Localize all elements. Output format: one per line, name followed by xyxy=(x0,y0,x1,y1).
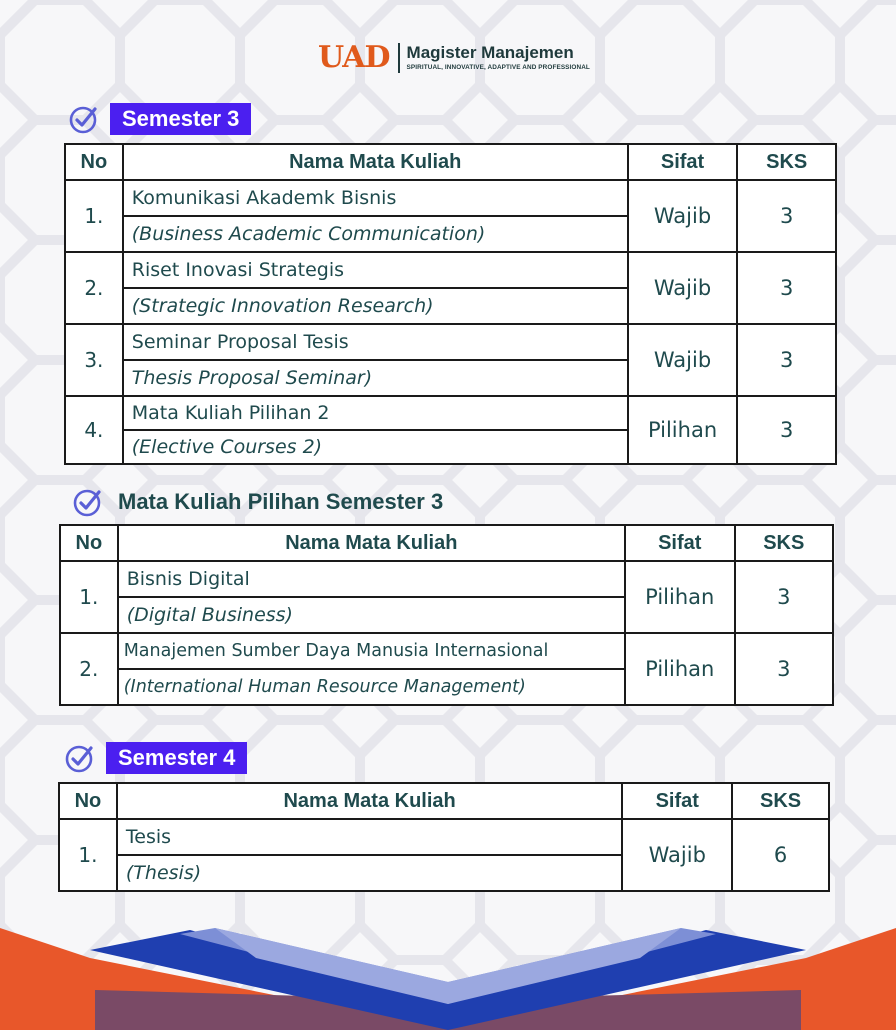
table-header-row xyxy=(59,783,829,819)
course-table-semester-4 xyxy=(58,782,830,892)
row-number: 2. xyxy=(65,252,123,324)
header-sifat: Sifat xyxy=(628,144,738,180)
header-sks: SKS xyxy=(732,783,829,819)
header-sifat: Sifat xyxy=(622,783,732,819)
section-heading-semester-3 xyxy=(68,102,251,136)
course-type: Pilihan xyxy=(628,396,738,464)
uad-logo: UAD xyxy=(318,40,390,75)
course-type: Wajib xyxy=(628,180,738,252)
table-row xyxy=(59,819,829,855)
header-name: Nama Mata Kuliah xyxy=(117,783,622,819)
course-name: Tesis xyxy=(117,819,622,855)
row-number: 1. xyxy=(60,561,118,633)
course-name-english: (Strategic Innovation Research) xyxy=(123,288,628,324)
header-sifat: Sifat xyxy=(625,525,735,561)
table-row xyxy=(60,633,833,669)
table-row xyxy=(65,252,836,288)
section-title: Mata Kuliah Pilihan Semester 3 xyxy=(118,489,444,514)
row-number: 3. xyxy=(65,324,123,396)
course-credits: 3 xyxy=(737,396,836,464)
course-credits: 3 xyxy=(737,324,836,396)
section-title-badge: Semester 4 xyxy=(106,742,247,774)
table-row xyxy=(65,396,836,430)
course-name: Bisnis Digital xyxy=(118,561,625,597)
table-row xyxy=(65,324,836,360)
course-name-english: Thesis Proposal Seminar) xyxy=(123,360,628,396)
course-type: Pilihan xyxy=(625,561,735,633)
course-name-english: (International Human Resource Management) xyxy=(118,669,625,705)
course-type: Pilihan xyxy=(625,633,735,705)
course-table-elective-semester-3 xyxy=(59,524,834,706)
course-name: Manajemen Sumber Daya Manusia Internasional xyxy=(118,633,625,669)
course-credits: 3 xyxy=(737,252,836,324)
course-type: Wajib xyxy=(622,819,732,891)
header-name: Nama Mata Kuliah xyxy=(123,144,628,180)
course-name-english: (Digital Business) xyxy=(118,597,625,633)
brand-tagline: SPIRITUAL, INNOVATIVE, ADAPTIVE AND PROFESSIONAL xyxy=(406,64,590,71)
header xyxy=(318,40,590,75)
course-name-english: (Thesis) xyxy=(117,855,622,891)
table-header-row xyxy=(65,144,836,180)
course-credits: 3 xyxy=(735,633,833,705)
course-name: Riset Inovasi Strategis xyxy=(123,252,628,288)
check-circle-icon xyxy=(72,485,106,519)
course-type: Wajib xyxy=(628,252,738,324)
course-name: Mata Kuliah Pilihan 2 xyxy=(123,396,628,430)
section-heading-semester-4 xyxy=(64,741,247,775)
table-header-row xyxy=(60,525,833,561)
row-number: 1. xyxy=(59,819,117,891)
course-table-semester-3 xyxy=(64,143,837,465)
course-name: Komunikasi Akademk Bisnis xyxy=(123,180,628,216)
course-type: Wajib xyxy=(628,324,738,396)
course-credits: 3 xyxy=(735,561,833,633)
row-number: 2. xyxy=(60,633,118,705)
decorative-footer-shapes xyxy=(0,900,896,1030)
table-row xyxy=(65,180,836,216)
header-no: No xyxy=(60,525,118,561)
header-no: No xyxy=(59,783,117,819)
header-name: Nama Mata Kuliah xyxy=(118,525,625,561)
brand-name: Magister Manajemen xyxy=(406,43,574,62)
course-name: Seminar Proposal Tesis xyxy=(123,324,628,360)
section-heading-elective-semester-3 xyxy=(72,485,443,519)
header-no: No xyxy=(65,144,123,180)
header-sks: SKS xyxy=(735,525,833,561)
check-circle-icon xyxy=(64,741,98,775)
header-sks: SKS xyxy=(737,144,836,180)
course-name-english: (Business Academic Communication) xyxy=(123,216,628,252)
row-number: 1. xyxy=(65,180,123,252)
check-circle-icon xyxy=(68,102,102,136)
section-title-badge: Semester 3 xyxy=(110,103,251,135)
course-credits: 3 xyxy=(737,180,836,252)
brand-block xyxy=(407,44,590,71)
course-credits: 6 xyxy=(732,819,829,891)
row-number: 4. xyxy=(65,396,123,464)
course-name-english: (Elective Courses 2) xyxy=(123,430,628,464)
table-row xyxy=(60,561,833,597)
logo-divider xyxy=(398,43,400,73)
